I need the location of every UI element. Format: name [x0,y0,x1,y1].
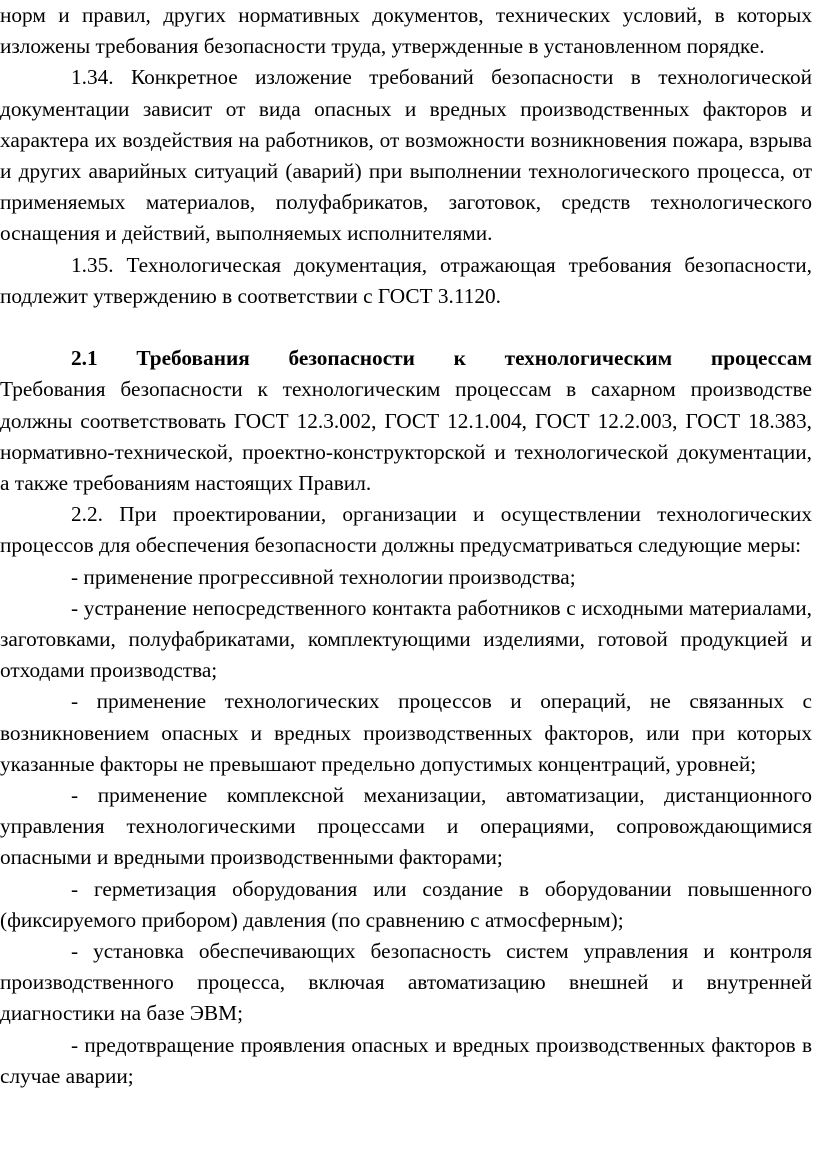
list-item: - герметизация оборудования или создание в оборудовании повышенного (фиксируемого прибором) давления (по сравнению с атмосферным); [0,876,812,932]
section-heading [0,343,812,374]
paragraph-1-35: 1.35. Технологическая документация, отражающая требования безопасности, подлежит утверждению в соответствии с ГОСТ 3.1120. [0,252,812,308]
list-item: - установка обеспечивающих безопасность систем управления и контроля производственного процесса, включая автоматизацию внешней и внутренней диагностики на базе ЭВМ; [0,939,812,1026]
list-item: - предотвращение проявления опасных и вредных производственных факторов в случае аварии; [0,1032,812,1088]
list-item: - применение технологических процессов и операций, не связанных с возникновением опасных и вредных производственных факторов, или при которых указанные факторы не превышают предельно допустимых концентраций, уровней; [0,689,812,776]
list-item: - применение прогрессивной технологии производства; [71,564,576,589]
section-intro: Требования безопасности к технологическим процессам в сахарном производстве должны соответствовать ГОСТ 12.3.002, ГОСТ 12.1.004, ГОСТ 12.2.003, ГОСТ 18.383, нормативно-технической, проектно-конструкторской и технологической документации, а также требованиям настоящих Правил. [0,377,812,496]
paragraph-2-2: 2.2. При проектировании, организации и осуществлении технологических процессов для обеспечения безопасности должны предусматриваться следующие меры: [0,502,812,558]
paragraph-continuation: норм и правил, других нормативных документов, технических условий, в которых изложены требования безопасности труда, утвержденные в установленном порядке. [0,3,812,59]
list-item: - применение комплексной механизации, автоматизации, дистанционного управления технологическими процессами и операциями, сопровождающимися опасными и вредными производственными факторами; [0,783,812,870]
list-item: - устранение непосредственного контакта работников с исходными материалами, заготовками, полуфабрикатами, комплектующими изделиями, готовой продукцией и отходами производства; [0,595,812,683]
blank-line [0,312,812,343]
section-heading-text: 2.1 Требования безопасности к технологическим процессам [71,346,812,371]
paragraph-1-34: 1.34. Конкретное изложение требований безопасности в технологической документации зависит от вида опасных и вредных производственных факторов и характера их воздействия на работников, от возможности возникновения пожара, взрыва и других аварийных ситуаций (аварий) при выполнении технологического процесса, от применяемых материалов, полуфабрикатов, заготовок, средств технологического оснащения и действий, выполняемых исполнителями. [0,65,812,246]
